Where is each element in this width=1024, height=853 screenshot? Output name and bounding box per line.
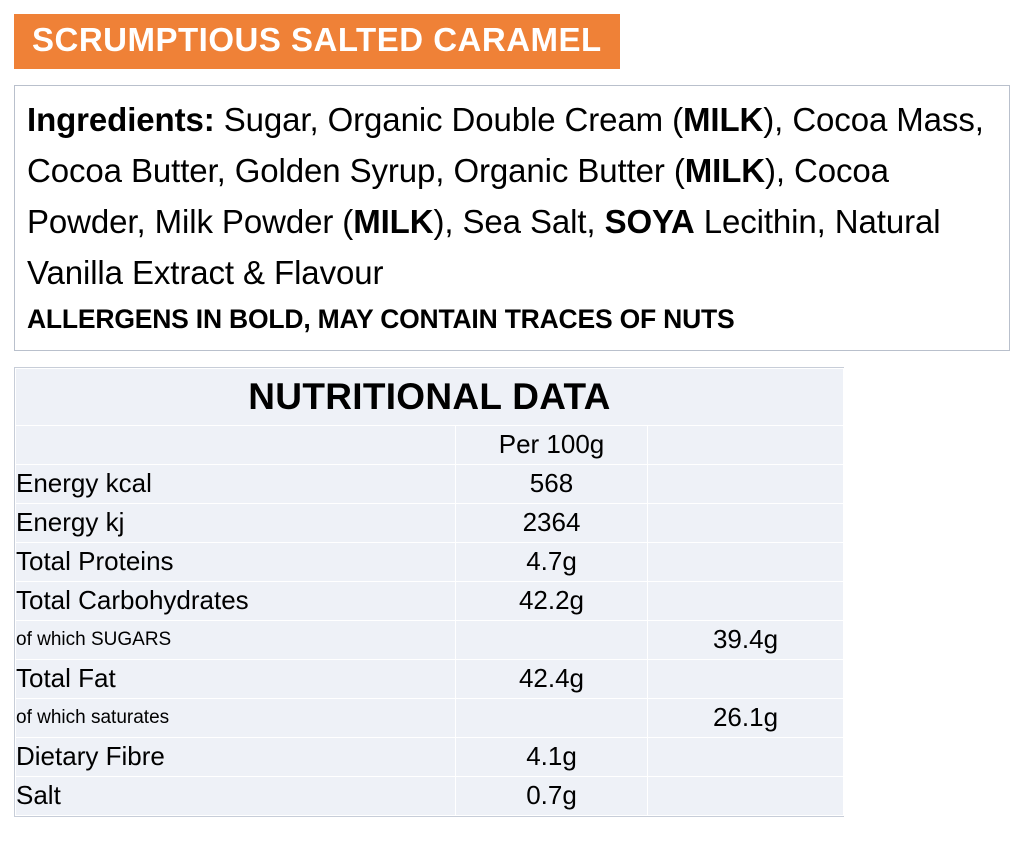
table-row <box>16 698 844 737</box>
table-row <box>16 581 844 620</box>
nutrient-value-secondary <box>648 581 844 620</box>
nutrition-header-cell: Per 100g <box>456 425 648 464</box>
nutrient-value-per-100g: 0.7g <box>456 776 648 815</box>
nutrient-value-secondary <box>648 737 844 776</box>
nutrient-label: Total Proteins <box>16 542 456 581</box>
ingredient-text-run: Sugar, Organic Double Cream ( <box>214 100 684 138</box>
table-row <box>16 542 844 581</box>
allergen-token: SOYA <box>604 202 695 240</box>
nutrient-value-secondary <box>648 542 844 581</box>
allergen-token: MILK <box>684 151 766 189</box>
nutrition-header-cell <box>16 425 456 464</box>
nutrient-value-per-100g: 568 <box>456 464 648 503</box>
nutrient-value-per-100g <box>456 698 648 737</box>
nutrient-value-per-100g: 42.2g <box>456 581 648 620</box>
nutrient-value-secondary: 26.1g <box>648 698 844 737</box>
nutrient-value-per-100g: 4.1g <box>456 737 648 776</box>
nutrient-label: of which SUGARS <box>16 620 456 659</box>
table-row <box>16 503 844 542</box>
nutrition-table <box>15 368 844 816</box>
ingredient-text-run: ), Sea Salt, <box>433 202 605 240</box>
allergen-token: MILK <box>353 202 434 240</box>
nutrient-label: of which saturates <box>16 698 456 737</box>
nutrient-value-secondary <box>648 776 844 815</box>
nutrient-value-per-100g: 2364 <box>456 503 648 542</box>
nutrition-header-cell <box>648 425 844 464</box>
ingredient-text-run: ), Cocoa Powder, Milk Powder ( <box>27 151 889 240</box>
nutrient-value-per-100g: 42.4g <box>456 659 648 698</box>
nutrient-value-secondary: 39.4g <box>648 620 844 659</box>
table-row <box>16 659 844 698</box>
table-row <box>16 464 844 503</box>
allergen-note: ALLERGENS IN BOLD, MAY CONTAIN TRACES OF NUTS <box>27 304 735 335</box>
nutrient-value-per-100g <box>456 620 648 659</box>
allergen-token: MILK <box>683 100 764 138</box>
ingredient-text-run: ), Cocoa Mass, Cocoa Butter, Golden Syrup, Organic Butter ( <box>27 100 984 189</box>
ingredients-text <box>27 94 997 299</box>
nutrition-title: NUTRITIONAL DATA <box>16 368 844 425</box>
nutrition-title-row <box>16 368 844 425</box>
nutrition-header-row <box>16 425 844 464</box>
nutrient-label: Dietary Fibre <box>16 737 456 776</box>
nutrient-label: Salt <box>16 776 456 815</box>
nutrient-label: Energy kj <box>16 503 456 542</box>
nutrient-value-secondary <box>648 659 844 698</box>
ingredients-panel <box>14 85 1010 351</box>
nutrient-value-per-100g: 4.7g <box>456 542 648 581</box>
table-row <box>16 620 844 659</box>
nutrition-panel <box>14 367 844 817</box>
nutrient-label: Total Carbohydrates <box>16 581 456 620</box>
ingredients-heading: Ingredients: <box>27 100 215 138</box>
nutrient-value-secondary <box>648 464 844 503</box>
ingredient-text-run: Lecithin, Natural Vanilla Extract & Flavour <box>27 202 941 292</box>
product-title-banner: SCRUMPTIOUS SALTED CARAMEL <box>14 14 620 69</box>
nutrient-label: Energy kcal <box>16 464 456 503</box>
nutrient-label: Total Fat <box>16 659 456 698</box>
nutrient-value-secondary <box>648 503 844 542</box>
table-row <box>16 737 844 776</box>
table-row <box>16 776 844 815</box>
